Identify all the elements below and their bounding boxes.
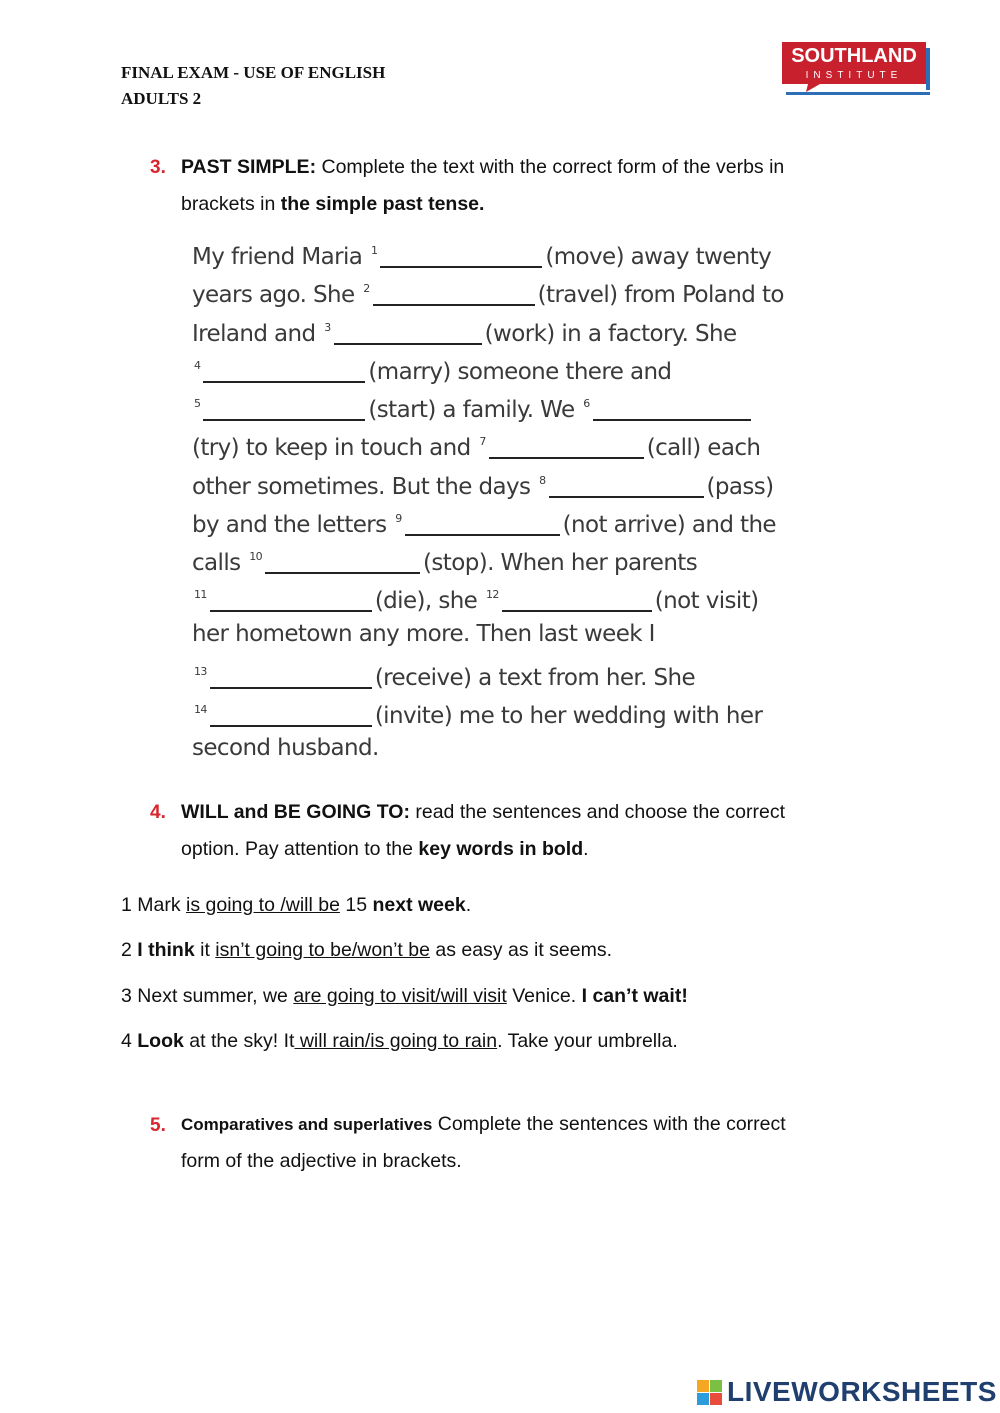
gap-13[interactable] xyxy=(210,665,372,689)
sentence-1: 1 Mark is going to /will be 15 next week. xyxy=(121,894,472,916)
q3-number: 3. xyxy=(150,157,166,178)
gap-1[interactable] xyxy=(380,244,542,268)
exam-title: FINAL EXAM - USE OF ENGLISH xyxy=(121,63,386,82)
gap-14[interactable] xyxy=(210,703,372,727)
sentence-4: 4 Look at the sky! It will rain/is going to rain. Take your umbrella. xyxy=(121,1030,678,1052)
choice-1[interactable]: is going to /will be xyxy=(186,894,340,916)
liveworksheets-icon xyxy=(697,1380,723,1406)
gap-12[interactable] xyxy=(502,588,652,612)
choice-3[interactable]: are going to visit/will visit xyxy=(293,985,507,1007)
q4-title: WILL and BE GOING TO: xyxy=(181,801,410,823)
gap-8[interactable] xyxy=(549,474,704,498)
q5-number: 5. xyxy=(150,1115,166,1136)
logo-bottom-text: INSTITUTE xyxy=(805,70,903,81)
q3-title: PAST SIMPLE: xyxy=(181,156,317,178)
choice-2[interactable]: isn’t going to be/won’t be xyxy=(215,939,430,961)
liveworksheets-text: LIVEWORKSHEETS xyxy=(727,1376,997,1407)
q4-instructions: WILL and BE GOING TO: read the sentences and choose the correct option. Pay attention to the key words in bold. xyxy=(181,801,786,860)
sentence-2: 2 I think it isn’t going to be/won’t be as easy as it seems. xyxy=(121,939,613,961)
logo-top-text: SOUTHLAND xyxy=(791,45,917,67)
gap-5[interactable] xyxy=(203,397,365,421)
gap-4[interactable] xyxy=(203,359,365,383)
q3-instructions: PAST SIMPLE: Complete the text with the correct form of the verbs in brackets in the simple past tense. xyxy=(181,156,785,215)
southland-logo xyxy=(780,40,928,88)
exam-level: ADULTS 2 xyxy=(121,89,202,108)
gap-10[interactable] xyxy=(265,550,420,574)
sentence-3: 3 Next summer, we are going to visit/will visit Venice. I can’t wait! xyxy=(121,985,688,1007)
gap-3[interactable] xyxy=(334,321,482,345)
q5-title: Comparatives and superlatives xyxy=(181,1115,433,1134)
gap-6[interactable] xyxy=(593,397,751,421)
q4-number: 4. xyxy=(150,802,166,823)
gap-7[interactable] xyxy=(489,435,644,459)
choice-4[interactable]: will rain/is going to rain xyxy=(294,1030,498,1052)
gap-2[interactable] xyxy=(373,282,535,306)
gap-9[interactable] xyxy=(405,512,560,536)
gap-11[interactable] xyxy=(210,588,372,612)
q5-instructions: Comparatives and superlatives Complete the sentences with the correct form of the adjective in brackets. xyxy=(181,1113,786,1172)
